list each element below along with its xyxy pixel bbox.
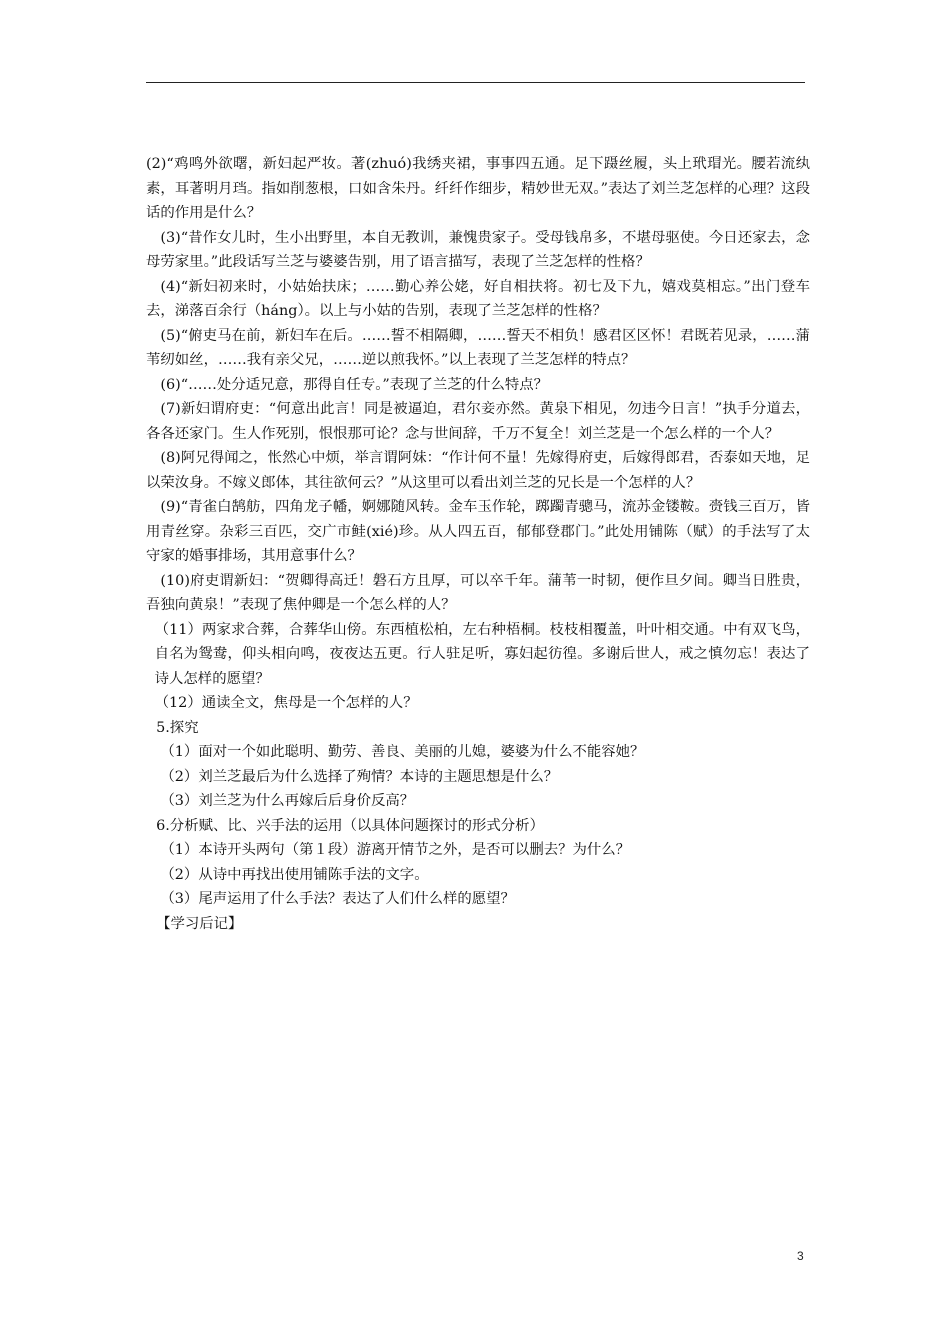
section-6-title: 6.分析赋、比、兴手法的运用（以具体问题探讨的形式分析）: [156, 817, 544, 834]
question-4: (4)“新妇初来时，小姑始扶床；……勤心养公姥，好自相扶将。初七及下九，嬉戏莫相忘。”出门登车去，涕落百余行（háng）。以上与小姑的告别，表现了兰芝怎样的性格？: [146, 278, 810, 319]
question-10: (10)府吏谓新妇：“贺卿得高迁！磐石方且厚，可以卒千年。蒲苇一时韧，便作旦夕间。卿当日胜贵，吾独向黄泉！”表现了焦仲卿是一个怎么样的人？: [146, 572, 810, 613]
question-3: (3)“昔作女儿时，生小出野里，本自无教训，兼愧贵家子。受母钱帛多，不堪母驱使。今日还家去，念母劳家里。”此段话写兰芝与婆婆告别，用了语言描写，表现了兰芝怎样的性格？: [146, 229, 810, 270]
page-number: 3: [797, 1249, 804, 1263]
section-5-title: 5.探究: [156, 719, 199, 736]
question-6: (6)“……处分适兄意，那得自任专。”表现了兰芝的什么特点？: [160, 376, 549, 393]
list-item: （3）刘兰芝为什么再嫁后后身价反高？: [160, 793, 415, 809]
list-item: （1）本诗开头两句（第１段）游离开情节之外，是否可以删去？为什么？: [160, 842, 631, 858]
list-item: （2）从诗中再找出使用铺陈手法的文字。: [160, 866, 429, 883]
list-item: （2）刘兰芝最后为什么选择了殉情？本诗的主题思想是什么？: [160, 768, 559, 785]
list-item: （1）面对一个如此聪明、勤劳、善良、美丽的儿媳，婆婆为什么不能容她？: [160, 744, 645, 760]
header-rule: [146, 82, 805, 83]
question-5: (5)“俯吏马在前，新妇车在后。……誓不相隔卿，……誓天不相负！感君区区怀！君既若见录，……蒲苇纫如丝，……我有亲父兄，……逆以煎我怀。”以上表现了兰芝怎样的特点？: [146, 327, 810, 368]
question-2: (2)“鸡鸣外欲曙，新妇起严妆。著(zhuó)我绣夹裙，事事四五通。足下蹑丝履，头上玳瑁光。腰若流纨素，耳著明月珰。指如削葱根，口如含朱丹。纤纤作细步，精妙世无双。”表达了刘兰芝怎样的心理？这段话的作用是什么？: [146, 156, 810, 221]
question-7: (7)新妇谓府吏：“何意出此言！同是被逼迫，君尔妾亦然。黄泉下相见，勿违今日言！”执手分道去，各各还家门。生人作死别，恨恨那可论？念与世间辞，千万不复全！刘兰芝是一个怎么样的一个人？: [146, 401, 810, 442]
section-6-list: [146, 838, 810, 912]
worksheet-body: [146, 152, 810, 936]
afterword-heading: 【学习后记】: [156, 915, 243, 932]
question-9: (9)“青雀白鹄舫，四角龙子幡，婀娜随风转。金车玉作轮，踯躅青骢马，流苏金镂鞍。赍钱三百万，皆用青丝穿。杂彩三百匹，交广市鲑(xié)珍。从人四五百，郁郁登郡门。”此处用铺陈（赋）的手法写了太守家的婚事排场，其用意事什么？: [146, 499, 810, 564]
list-item: （3）尾声运用了什么手法？表达了人们什么样的愿望？: [160, 891, 515, 907]
question-8: (8)阿兄得闻之，怅然心中烦，举言谓阿妹：“作计何不量！先嫁得府吏，后嫁得郎君，否泰如天地，足以荣汝身。不嫁义郎体，其往欲何云？”从这里可以看出刘兰芝的兄长是一个怎样的人？: [146, 450, 810, 491]
section-5-list: [146, 740, 810, 814]
question-11: （11）两家求合葬，合葬华山傍。东西植松柏，左右种梧桐。枝枝相覆盖，叶叶相交通。中有双飞鸟，自名为鸳鸯，仰头相向鸣，夜夜达五更。行人驻足听，寡妇起彷徨。多谢后世人，戒之慎勿忘！表达了诗人怎样的愿望？: [154, 621, 810, 687]
question-12: （12）通读全文，焦母是一个怎样的人？: [154, 695, 418, 711]
